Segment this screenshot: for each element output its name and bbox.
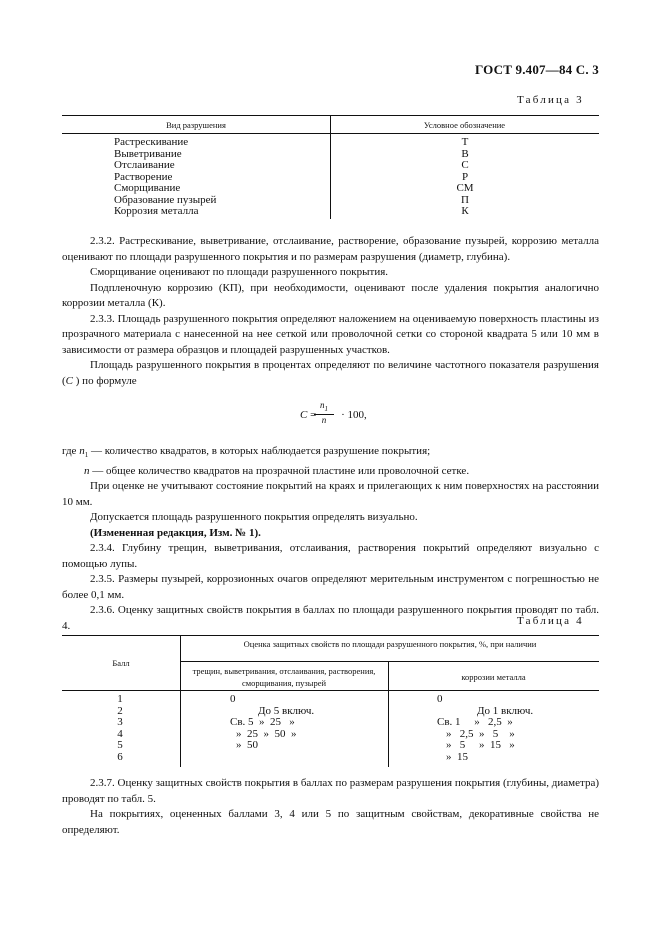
table4-row-4-ball: 4: [117, 727, 123, 740]
table3-row-3-type: Отслаивание: [114, 159, 175, 171]
para-2-3-6: 2.3.6. Оценку защитных свойств покрытия в баллах по площади разрушенного покрытия проводят по табл. 4.: [62, 604, 599, 632]
para-2-3-3: 2.3.3. Площадь разрушенного покрытия определяют наложением на оцениваемую поверхность пластины из прозрачного материала с нанесенной на нее сеткой или проволочной сетки со стороной квадрата 5 или 10 мм в зависимости от размера образцов и площадей разрушенных участков.: [62, 312, 599, 356]
table3-row-4-type: Растворение: [114, 170, 173, 183]
table4-row-5-cracks: » 50: [236, 739, 258, 751]
table4-row-4-corrosion: » 2,5 » 5 »: [446, 727, 515, 740]
formula-lhs: C: [300, 409, 308, 421]
para-underfilm-corrosion: Подпленочную коррозию (КП), при необходимости, оценивают после удаления покрытия аналогично коррозии металла (К).: [62, 281, 599, 309]
text-block-1: [62, 234, 599, 389]
table4-row-5-corrosion: » 5 » 15 »: [446, 739, 515, 751]
page-header: ГОСТ 9.407—84 С. 3: [474, 62, 599, 77]
table4-row-3-cracks: Св. 5 » 25 »: [230, 716, 295, 728]
table3-row-4-symbol: Р: [461, 170, 469, 183]
table4-header-rule: [62, 690, 599, 691]
table4-row-1-cracks: 0: [230, 693, 236, 705]
table4-row-3-corrosion: Св. 1 » 2,5 »: [437, 716, 513, 728]
table4-header-corrosion: коррозии металла: [461, 672, 526, 682]
para-visual: Допускается площадь разрушенного покрытия определять визуально.: [90, 511, 418, 524]
table4-top-rule: [62, 635, 599, 636]
table4-row-2-ball: 2: [117, 704, 123, 717]
table4-header-group: Оценка защитных свойств по площади разрушенного покрытия, %, при наличии: [243, 639, 537, 649]
para-where-n1: где $n_1$ — количество квадратов, в которых наблюдается разрушение покрытия;: [62, 445, 431, 460]
para-amendment: (Измененная редакция, Изм. № 1).: [90, 526, 261, 539]
table4-header-ball: Балл: [112, 658, 130, 668]
table3-row-5-symbol: СМ: [456, 182, 474, 194]
para-2-3-4: 2.3.4. Глубину трещин, выветривания, отслаивания, растворения покрытий определяют визуально с помощью лупы.: [62, 542, 599, 570]
table4-row-1-corrosion: 0: [437, 693, 443, 705]
table4-row-1-ball: 1: [117, 693, 123, 705]
para-decorative: На покрытиях, оцененных баллами 3, 4 или 5 по защитным свойствам, декоративные свойства не определяют.: [62, 808, 599, 836]
table3-caption: Таблица 3: [517, 94, 584, 106]
table4-row-5-ball: 5: [117, 739, 123, 751]
table4-group-rule: [180, 661, 599, 662]
formula-fraction: [314, 400, 334, 425]
para-where-n: n — общее количество квадратов на прозрачной пластине или проволочной сетке.: [84, 464, 470, 477]
table4-row-6-ball: 6: [117, 750, 123, 763]
para-2-3-2: 2.3.2. Растрескивание, выветривание, отслаивание, растворение, образование пузырей, коррозию металла оценивают по площади разрушенного покрытия и по размерам разрушения (диаметр, глубина).: [62, 235, 599, 263]
table3-row-5-type: Сморщивание: [114, 182, 181, 194]
table3-row-3-symbol: С: [461, 159, 469, 171]
table3-row-1-symbol: Т: [461, 136, 469, 148]
table4-row-2-cracks: До 5 включ.: [258, 704, 315, 717]
para-2-3-7: 2.3.7. Оценку защитных свойств покрытия в баллах по размерам разрушения покрытия (глубины, диаметра) проводят по табл. 5.: [62, 777, 599, 805]
formula-rhs: · 100,: [341, 409, 367, 421]
table4-header-cracks: трещин, выветривания, отслаивания, растворения, сморщивания, пузырей: [192, 666, 376, 688]
var-c: C: [65, 374, 74, 387]
table4-row-4-cracks: » 25 » 50 »: [236, 727, 297, 740]
formula: [300, 400, 367, 425]
para-edges: При оценке не учитывают состояние покрытий на краях и прилегающих к ним поверхностях на расстоянии 10 мм.: [62, 480, 599, 508]
table3-row-6-type: Образование пузырей: [114, 193, 217, 206]
table4-row-2-corrosion: До 1 включ.: [477, 704, 534, 717]
table3-row-7-symbol: К: [461, 205, 469, 217]
para-wrinkling: Сморщивание оценивают по площади разрушенного покрытия.: [90, 266, 389, 278]
table3-header-symbol: Условное обозначение: [423, 120, 506, 130]
table4-caption: Таблица 4: [517, 615, 584, 627]
table3-row-2-symbol: В: [461, 147, 469, 160]
formula-numerator: $n_1$: [314, 400, 334, 415]
table4-row-3-ball: 3: [117, 716, 123, 728]
table4-col-divider-1: [180, 635, 181, 767]
text-block-3: [62, 776, 599, 838]
formula-denominator: n: [321, 414, 327, 425]
table3-row-7-type: Коррозия металла: [114, 205, 199, 217]
para-2-3-5: 2.3.5. Размеры пузырей, коррозионных очагов определяют мерительным инструментом с погрешностью не более 0,1 мм.: [62, 573, 599, 601]
table3-header-type: Вид разрушения: [166, 120, 226, 130]
table4-row-6-corrosion: » 15: [446, 750, 468, 763]
formula-eq: =: [307, 409, 320, 421]
table3-row-6-symbol: П: [461, 193, 469, 206]
table3-row-1-type: Растрескивание: [114, 136, 189, 148]
text-block-2: [62, 444, 599, 634]
table3-row-2-type: Выветривание: [114, 147, 182, 160]
para-area-percent: Площадь разрушенного покрытия в процентах определяют по величине частотного показателя разрушения (C ) по формуле: [62, 359, 599, 387]
